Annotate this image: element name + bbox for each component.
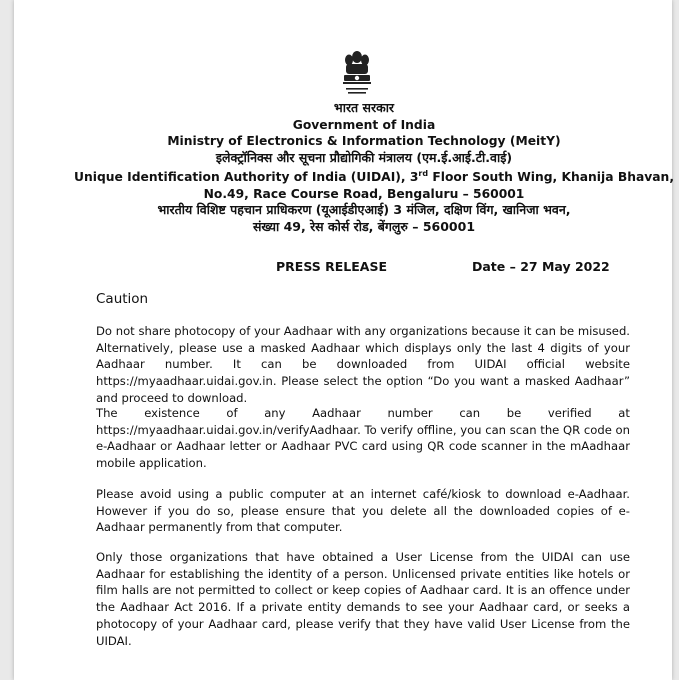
floor-ordinal: rd xyxy=(418,169,429,178)
word: Aadhaar xyxy=(312,406,361,420)
paragraph-public-computer: Please avoid using a public computer at an internet café/kiosk to download e-Aadhaar. However if you do so, please ensure that you delete all the downloaded copies of e-Aadhaar permanently from that computer. xyxy=(96,487,630,535)
word: any xyxy=(264,406,286,420)
caution-heading: Caution xyxy=(96,291,149,307)
verify-first-line xyxy=(96,405,630,422)
word: existence xyxy=(144,406,200,420)
paragraph-masked-aadhaar: Do not share photocopy of your Aadhaar with any organizations because it can be misused. Alternatively, please use a masked Aadhaar which displays only the last 4 digits of your Aadhaar number. It can be downloaded from UIDAI official website https://myaadhaar.uidai.gov.in. Please select the option “Do you want a masked Aadhaar” and proceed to download. xyxy=(96,324,630,405)
letterhead-line-ministry-hindi: इलेक्ट्रॉनिक्स और सूचना प्रौद्योगिकी मंत्रालय (एम.ई.आई.टी.वाई) xyxy=(215,149,513,165)
letterhead xyxy=(74,100,674,235)
verify-rest: https://myaadhaar.uidai.gov.in/verifyAadhaar. To verify offline, you can scan the QR code on e-Aadhaar or Aadhaar letter or Aadhaar PVC card using QR code scanner in the mAadhaar mobile application. xyxy=(96,422,630,471)
letterhead-line-ministry: Ministry of Electronics & Information Technology (MeitY) xyxy=(167,134,561,148)
letterhead-line-uidai-hindi: भारतीय विशिष्ट पहचान प्राधिकरण (यूआईडीएआई) 3 मंजिल, दक्षिण विंग, खानिजा भवन, xyxy=(157,202,571,218)
uidai-address-part2: Floor South Wing, Khanija Bhavan, xyxy=(428,170,674,185)
word: number xyxy=(387,406,433,420)
press-release-title: PRESS RELEASE xyxy=(276,259,388,274)
letterhead-line-address: No.49, Race Course Road, Bengaluru – 560001 xyxy=(203,186,525,201)
document-page xyxy=(14,0,672,680)
letterhead-line-address-hindi: संख्या 49, रेस कोर्स रोड, बेंगलुरु – 560001 xyxy=(252,218,476,234)
paragraph-user-license: Only those organizations that have obtained a User License from the UIDAI can use Aadhaar for establishing the identity of a person. Unlicensed private entities like hotels or film halls are not permitted to collect or keep copies of Aadhaar card. It is an offence under the Aadhaar Act 2016. If a private entity demands to see your Aadhaar card, or seeks a photocopy of your Aadhaar card, please verify that they have valid User License from the UIDAI. xyxy=(96,550,630,648)
national-emblem-icon xyxy=(340,50,374,98)
word: can xyxy=(459,406,481,420)
letterhead-line-government: Government of India xyxy=(292,117,436,132)
word: verified xyxy=(547,406,592,420)
uidai-address-part1: Unique Identification Authority of India (UIDAI), 3 xyxy=(74,170,419,185)
paragraph-verify-aadhaar xyxy=(96,405,630,472)
word: at xyxy=(618,406,630,420)
word: The xyxy=(96,406,118,420)
word: be xyxy=(506,406,522,420)
press-release-date: Date – 27 May 2022 xyxy=(472,259,610,274)
letterhead-line-uidai xyxy=(74,166,674,186)
letterhead-line-hindi-1: भारत सरकार xyxy=(333,100,395,115)
word: of xyxy=(226,406,238,420)
